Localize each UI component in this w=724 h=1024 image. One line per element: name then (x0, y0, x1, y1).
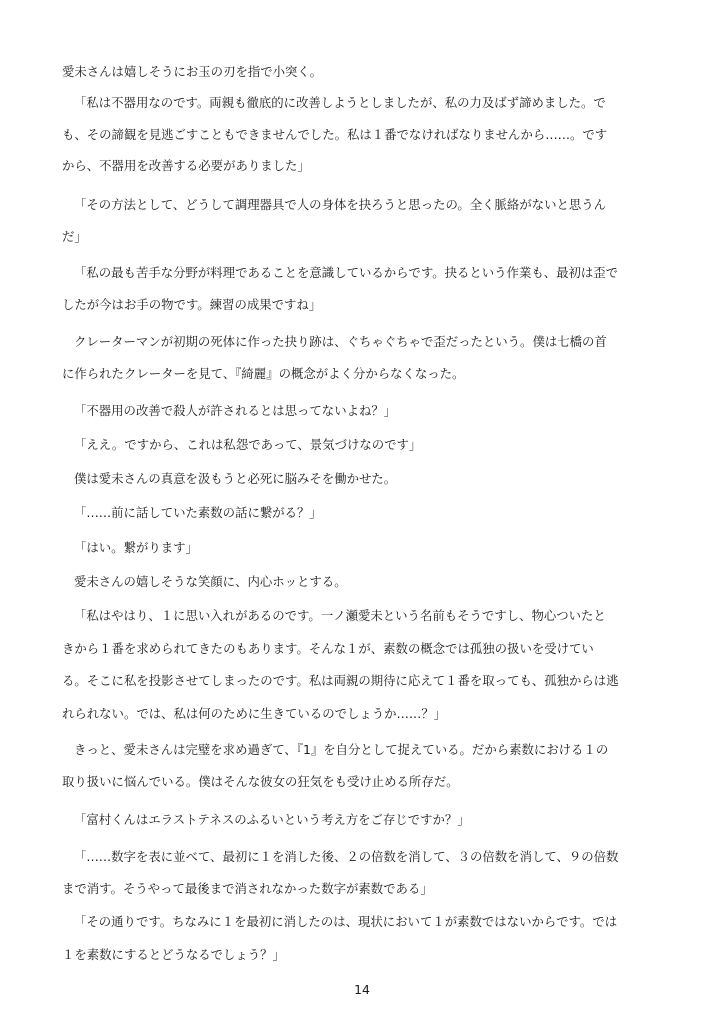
text-line: 取り扱いに悩んでいる。僕はそんな彼女の狂気をも受け止める所存だ。 (62, 774, 459, 789)
text-line: 「……数字を表に並べて、最初に１を消した後、２の倍数を消して、３の倍数を消して、９の倍数 (74, 849, 619, 864)
text-line: 「その方法として、どうして調理器具で人の身体を抉ろうと思ったの。全く脈絡がないと思うん (74, 197, 607, 212)
text-line: れられない。では、私は何のために生きているのでしょうか……？」 (62, 706, 447, 721)
text-line: 「……前に話していた素数の話に繋がる？」 (74, 505, 322, 520)
text-line: 「私は不器用なのです。両親も徹底的に改善しようとしましたが、私の力及ばず諦めました。で (74, 95, 606, 110)
text-line: も、その諦観を見逃ごすこともできませんでした。私は１番でなければなりませんから……。です (62, 127, 608, 142)
text-line: 「私の最も苦手な分野が料理であることを意識しているからです。抉るという作業も、最初は歪で (74, 265, 619, 280)
text-line: 「はい。繋がります」 (74, 540, 198, 555)
text-line: したが今はお手の物です。練習の成果ですね」 (62, 297, 322, 312)
text-line: 「富村くんはエラストテネスのふるいという考え方をご存じですか？」 (74, 812, 470, 827)
text-line: だ」 (62, 229, 87, 244)
text-line: る。そこに私を投影させてしまったのです。私は両親の期待に応えて１番を取っても、孤独からは逃 (62, 673, 619, 688)
text-line: 「ええ。ですから、これは私怨であって、景気づけなのです」 (74, 437, 422, 452)
text-line: 「その通りです。ちなみに１を最初に消したのは、現状において１が素数ではないからです。では (74, 914, 618, 929)
text-line: まで消す。そうやって最後まで消されなかった数字が素数である」 (62, 881, 433, 896)
text-line: きっと、愛未さんは完璧を求め過ぎて、『1』を自分として捉えている。だから素数における１の (74, 742, 609, 757)
text-line: 「不器用の改善で殺人が許されるとは思ってないよね？」 (74, 403, 397, 418)
text-line: から、不器用を改善する必要がありました」 (62, 158, 310, 173)
text-line: に作られたクレーターを見て、『綺麗』の概念がよく分からなくなった。 (62, 366, 465, 381)
text-line: １を素数にするとどうなるでしょう？」 (62, 947, 285, 962)
page-number: 14 (354, 982, 370, 997)
text-line: きから１番を求められてきたのもあります。そんな１が、素数の概念では孤独の扱いを受けてい (62, 641, 594, 656)
text-line: 愛未さんは嬉しそうにお玉の刃を指で小突く。 (62, 64, 322, 79)
text-line: 愛未さんの嬉しそうな笑顔に、内心ホッとする。 (74, 574, 347, 589)
text-line: 僕は愛未さんの真意を汲もうと必死に脳みそを働かせた。 (74, 471, 397, 486)
text-line: クレーターマンが初期の死体に作った抉り跡は、ぐちゃぐちゃで歪だったという。僕は七橋の首 (74, 334, 607, 349)
text-line: 「私はやはり、１に思い入れがあるのです。一ノ瀬愛未という名前もそうですし、物心ついたと (74, 608, 606, 623)
